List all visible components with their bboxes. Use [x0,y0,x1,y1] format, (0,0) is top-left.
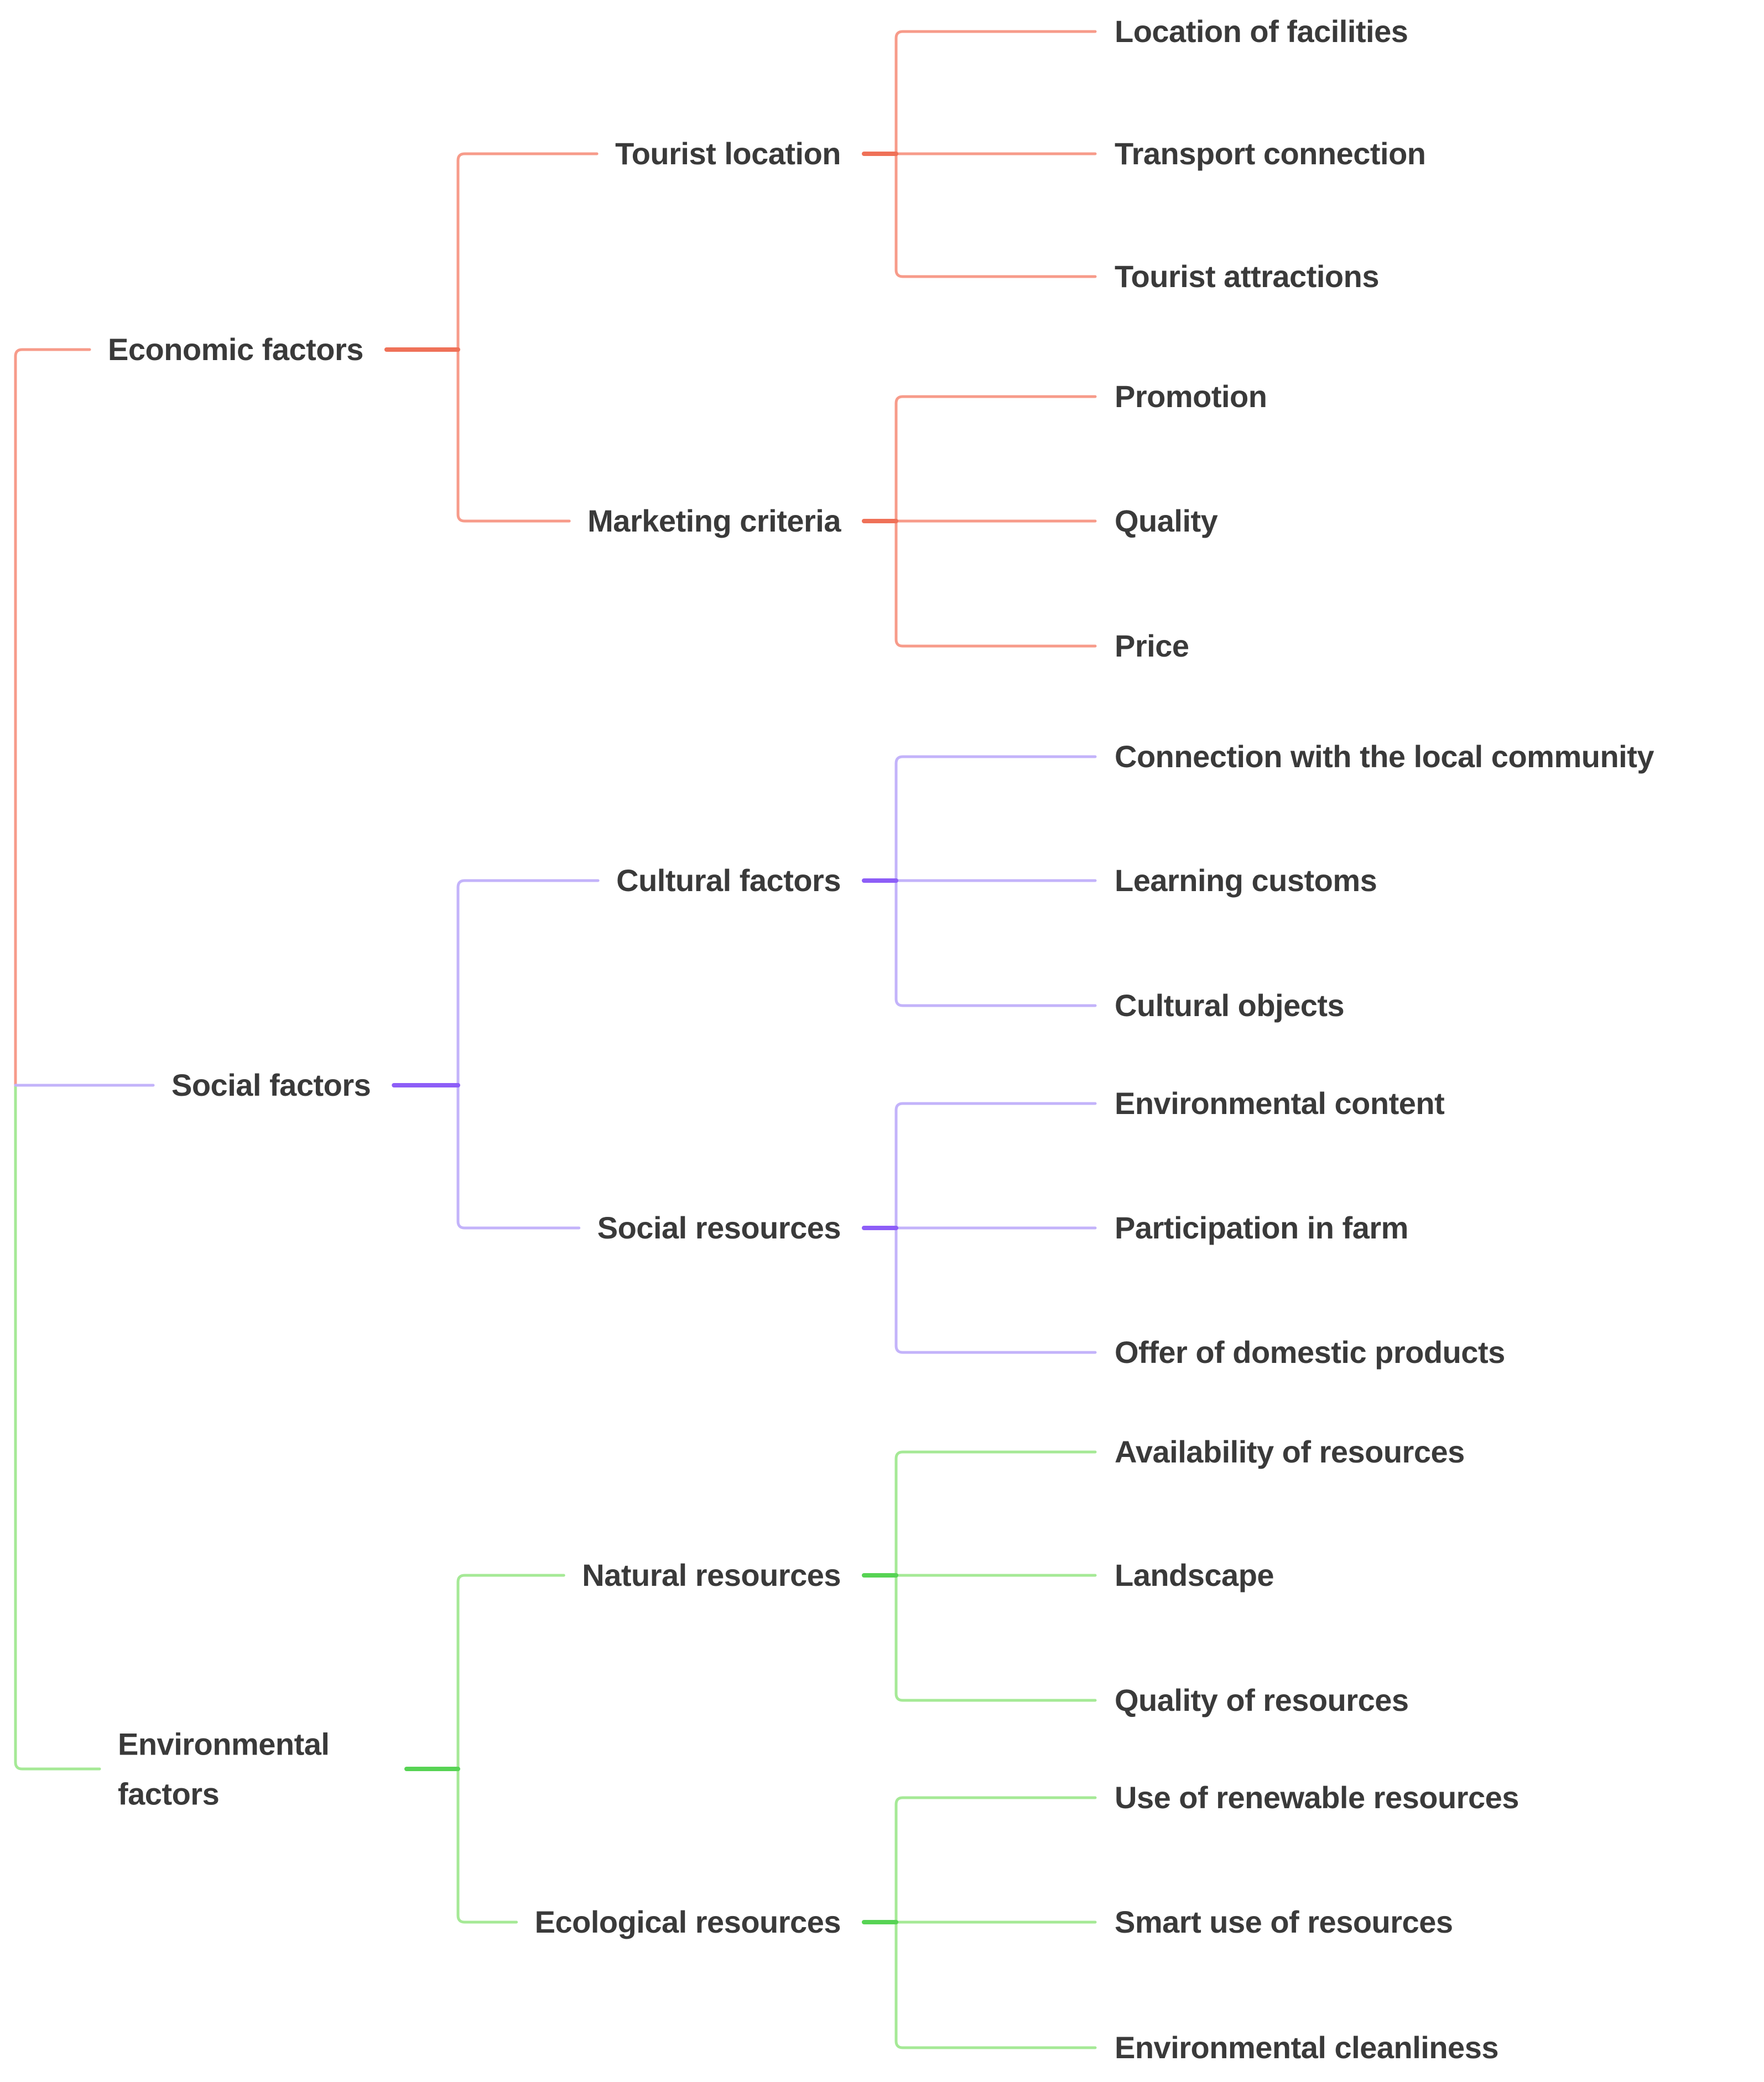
node-label-cultural-factors: Cultural factors [616,863,841,898]
leaf-label-environmental-content: Environmental content [1115,1086,1445,1121]
leaf-label-location-of-facilities: Location of facilities [1115,14,1408,49]
leaf-label-quality: Quality [1115,503,1218,538]
node-label-natural-resources: Natural resources [582,1558,841,1592]
leaf-label-cultural-objects: Cultural objects [1115,988,1345,1023]
leaf-label-price: Price [1115,628,1189,663]
connector [458,1575,564,1922]
branch-label-environmental-factors: Environmental factors [118,1726,330,1811]
branch-label-social-factors: Social factors [171,1068,371,1102]
leaf-label-tourist-attractions: Tourist attractions [1115,259,1379,294]
leaf-label-learning-customs: Learning customs [1115,863,1377,898]
leaf-label-offer-of-domestic-products: Offer of domestic products [1115,1335,1505,1370]
leaf-label-participation-in-farm: Participation in farm [1115,1210,1408,1245]
connector [15,1085,100,1769]
leaf-label-transport-connection: Transport connection [1115,136,1426,171]
node-label-marketing-criteria: Marketing criteria [587,503,841,538]
connector [458,881,598,1228]
leaf-label-connection-with-the-local-community: Connection with the local community [1115,739,1654,774]
leaf-label-quality-of-resources: Quality of resources [1115,1683,1409,1717]
leaf-label-availability-of-resources: Availability of resources [1115,1434,1465,1469]
leaf-label-promotion: Promotion [1115,379,1267,414]
leaf-label-smart-use-of-resources: Smart use of resources [1115,1904,1453,1939]
connector [15,350,90,1085]
connector [458,154,597,521]
leaf-label-environmental-cleanliness: Environmental cleanliness [1115,2030,1498,2065]
branch-label-economic-factors: Economic factors [108,332,363,367]
leaf-label-landscape: Landscape [1115,1558,1274,1592]
leaf-label-use-of-renewable-resources: Use of renewable resources [1115,1780,1519,1815]
node-label-tourist-location: Tourist location [615,136,841,171]
node-label-ecological-resources: Ecological resources [534,1904,841,1939]
node-label-social-resources: Social resources [597,1210,841,1245]
